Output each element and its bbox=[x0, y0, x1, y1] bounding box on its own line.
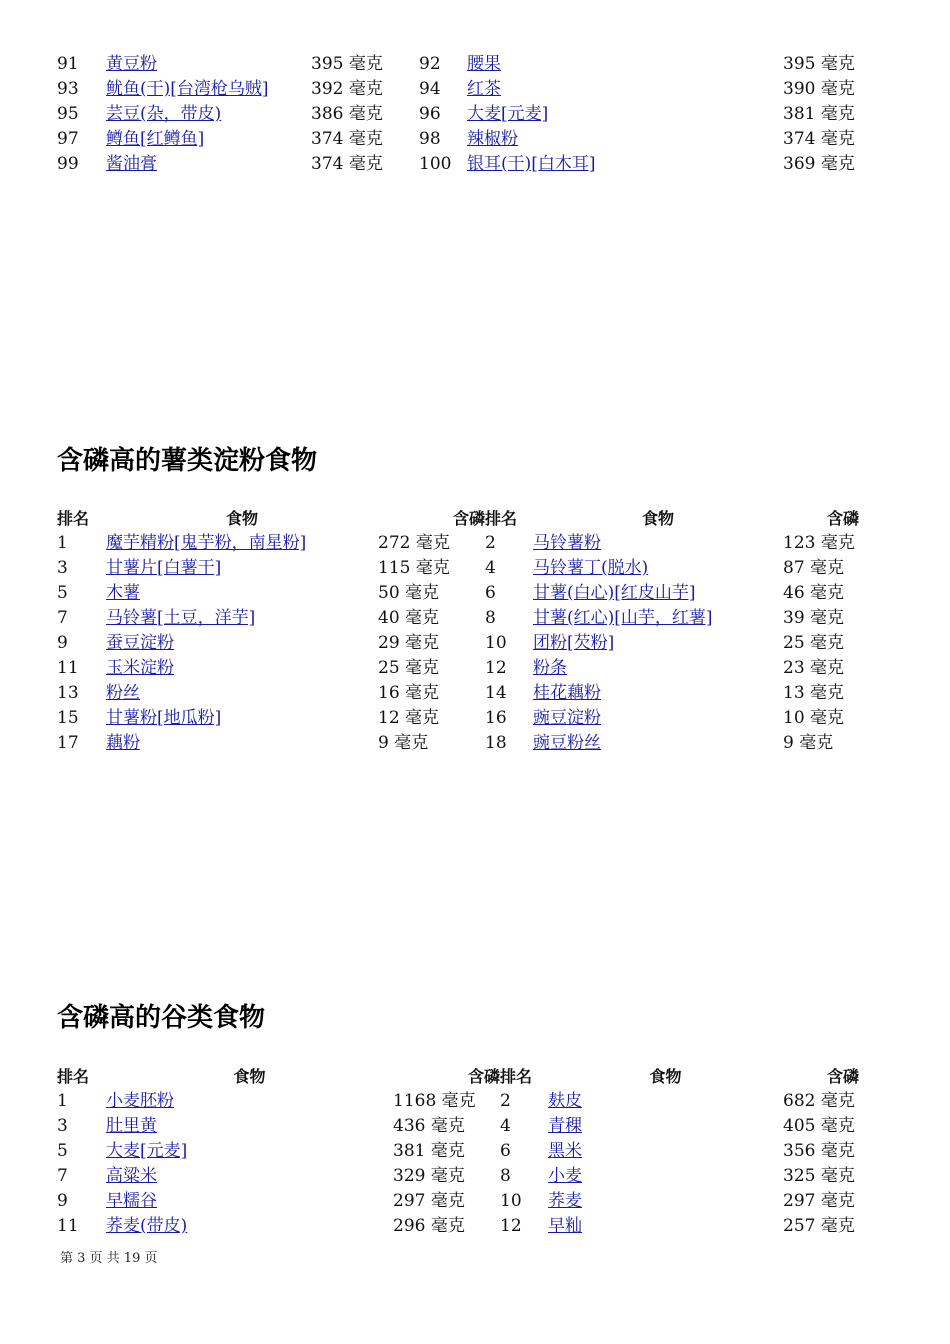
table-row bbox=[57, 152, 859, 177]
phosphorus-value: 374 毫克 bbox=[783, 129, 855, 149]
food-link[interactable]: 玉米淀粉 bbox=[106, 658, 174, 678]
phosphorus-value: 325 毫克 bbox=[783, 1166, 855, 1186]
food-link[interactable]: 小麦 bbox=[548, 1166, 582, 1186]
phosphorus-value: 9 毫克 bbox=[783, 733, 834, 753]
food-cell bbox=[467, 77, 783, 102]
rank-header: 排名 bbox=[485, 509, 518, 528]
rank-cell: 92 bbox=[419, 54, 441, 74]
phosphorus-value: 329 毫克 bbox=[393, 1166, 465, 1186]
rank-cell: 18 bbox=[485, 733, 507, 753]
food-link[interactable]: 小麦胚粉 bbox=[106, 1091, 174, 1111]
food-cell bbox=[106, 1189, 393, 1214]
phosphorus-value: 374 毫克 bbox=[311, 129, 383, 149]
food-cell bbox=[106, 556, 378, 581]
table-row bbox=[57, 52, 859, 77]
phosphorus-value: 10 毫克 bbox=[783, 708, 845, 728]
tubers-food-table bbox=[57, 506, 859, 756]
food-cell bbox=[106, 1139, 393, 1164]
food-link[interactable]: 青稞 bbox=[548, 1116, 582, 1136]
phosphorus-value: 374 毫克 bbox=[311, 154, 383, 174]
phosphorus-value: 297 毫克 bbox=[393, 1191, 465, 1211]
tubers-table-body bbox=[57, 531, 859, 756]
food-cell bbox=[106, 1114, 393, 1139]
table-row bbox=[57, 731, 859, 756]
phosphorus-value: 16 毫克 bbox=[378, 683, 440, 703]
food-link[interactable]: 魔芋精粉[鬼芋粉，南星粉] bbox=[106, 533, 307, 553]
food-cell bbox=[533, 681, 783, 706]
phosphorus-header: 含磷 bbox=[467, 1067, 500, 1086]
food-link[interactable]: 银耳(干)[白木耳] bbox=[467, 154, 596, 174]
food-link[interactable]: 腰果 bbox=[467, 54, 501, 74]
page-footer: 第 3 页 共 19 页 bbox=[60, 1251, 158, 1266]
food-link[interactable]: 马铃薯[土豆，洋芋] bbox=[106, 608, 256, 628]
table-row bbox=[57, 681, 859, 706]
rank-cell: 12 bbox=[485, 658, 507, 678]
rank-cell: 100 bbox=[419, 154, 452, 174]
phosphorus-value: 272 毫克 bbox=[378, 533, 450, 553]
food-link[interactable]: 马铃薯丁(脱水) bbox=[533, 558, 649, 578]
food-cell bbox=[548, 1189, 783, 1214]
phosphorus-value: 46 毫克 bbox=[783, 583, 845, 603]
food-cell bbox=[533, 631, 783, 656]
phosphorus-value: 25 毫克 bbox=[783, 633, 845, 653]
table-row bbox=[57, 606, 859, 631]
food-link[interactable]: 粉丝 bbox=[106, 683, 140, 703]
food-link[interactable]: 肚里黄 bbox=[106, 1116, 157, 1136]
phosphorus-value: 386 毫克 bbox=[311, 104, 383, 124]
table-header-row bbox=[57, 1064, 859, 1089]
phosphorus-value: 682 毫克 bbox=[783, 1091, 855, 1111]
food-cell bbox=[467, 127, 783, 152]
rank-cell: 14 bbox=[485, 683, 507, 703]
food-link[interactable]: 蚕豆淀粉 bbox=[106, 633, 174, 653]
food-cell bbox=[106, 581, 378, 606]
rank-cell: 94 bbox=[419, 79, 441, 99]
food-link[interactable]: 甘薯(红心)[山芋，红薯] bbox=[533, 608, 713, 628]
rank-cell: 10 bbox=[500, 1191, 522, 1211]
food-link[interactable]: 酱油膏 bbox=[106, 154, 157, 174]
phosphorus-value: 115 毫克 bbox=[378, 558, 450, 578]
food-link[interactable]: 豌豆淀粉 bbox=[533, 708, 601, 728]
food-cell bbox=[106, 52, 311, 77]
rank-cell: 5 bbox=[57, 583, 68, 603]
food-link[interactable]: 甘薯片[白薯干] bbox=[106, 558, 222, 578]
food-link[interactable]: 甘薯粉[地瓜粉] bbox=[106, 708, 222, 728]
food-link[interactable]: 辣椒粉 bbox=[467, 129, 518, 149]
phosphorus-value: 296 毫克 bbox=[393, 1216, 465, 1236]
table-row bbox=[57, 1214, 859, 1239]
table-row bbox=[57, 1164, 859, 1189]
food-cell bbox=[548, 1089, 783, 1114]
rank-cell: 98 bbox=[419, 129, 441, 149]
food-link[interactable]: 桂花藕粉 bbox=[533, 683, 601, 703]
food-cell bbox=[467, 152, 783, 177]
phosphorus-value: 297 毫克 bbox=[783, 1191, 855, 1211]
table-row bbox=[57, 581, 859, 606]
phosphorus-value: 392 毫克 bbox=[311, 79, 383, 99]
phosphorus-value: 25 毫克 bbox=[378, 658, 440, 678]
food-link[interactable]: 早籼 bbox=[548, 1216, 582, 1236]
table-row bbox=[57, 556, 859, 581]
food-cell bbox=[106, 631, 378, 656]
rank-cell: 13 bbox=[57, 683, 79, 703]
top-food-table bbox=[57, 52, 859, 177]
table-row bbox=[57, 656, 859, 681]
phosphorus-value: 50 毫克 bbox=[378, 583, 440, 603]
table-row bbox=[57, 127, 859, 152]
food-link[interactable]: 高粱米 bbox=[106, 1166, 157, 1186]
food-link[interactable]: 黑米 bbox=[548, 1141, 582, 1161]
rank-cell: 4 bbox=[485, 558, 496, 578]
food-link[interactable]: 粉条 bbox=[533, 658, 567, 678]
food-cell bbox=[533, 706, 783, 731]
table-header-row bbox=[57, 506, 859, 531]
food-header: 食物 bbox=[233, 1067, 266, 1086]
rank-cell: 1 bbox=[57, 1091, 68, 1111]
table-row bbox=[57, 1089, 859, 1114]
grains-food-table bbox=[57, 1064, 859, 1239]
food-cell bbox=[106, 102, 311, 127]
rank-cell: 7 bbox=[57, 608, 68, 628]
phosphorus-value: 436 毫克 bbox=[393, 1116, 465, 1136]
section-title-tubers: 含磷高的薯类淀粉食物 bbox=[57, 446, 318, 476]
phosphorus-value: 123 毫克 bbox=[783, 533, 855, 553]
food-cell bbox=[533, 606, 783, 631]
food-cell bbox=[106, 127, 311, 152]
phosphorus-value: 369 毫克 bbox=[783, 154, 855, 174]
food-cell bbox=[106, 1214, 393, 1239]
food-link[interactable]: 红茶 bbox=[467, 79, 501, 99]
rank-cell: 97 bbox=[57, 129, 79, 149]
rank-cell: 95 bbox=[57, 104, 79, 124]
rank-cell: 10 bbox=[485, 633, 507, 653]
rank-cell: 11 bbox=[57, 658, 79, 678]
food-link[interactable]: 荞麦 bbox=[548, 1191, 582, 1211]
phosphorus-value: 257 毫克 bbox=[783, 1216, 855, 1236]
food-cell bbox=[548, 1114, 783, 1139]
food-cell bbox=[467, 102, 783, 127]
food-cell bbox=[106, 731, 378, 756]
rank-header: 排名 bbox=[57, 1067, 90, 1086]
food-link[interactable]: 藕粉 bbox=[106, 733, 140, 753]
food-link[interactable]: 芸豆(杂，带皮) bbox=[106, 104, 222, 124]
table-row bbox=[57, 1189, 859, 1214]
food-link[interactable]: 鳟鱼[红鳟鱼] bbox=[106, 129, 205, 149]
food-cell bbox=[106, 1089, 393, 1114]
phosphorus-value: 395 毫克 bbox=[783, 54, 855, 74]
phosphorus-value: 13 毫克 bbox=[783, 683, 845, 703]
table-row bbox=[57, 1139, 859, 1164]
rank-cell: 11 bbox=[57, 1216, 79, 1236]
table-row bbox=[57, 631, 859, 656]
phosphorus-header: 含磷 bbox=[826, 509, 859, 528]
rank-cell: 5 bbox=[57, 1141, 68, 1161]
phosphorus-value: 1168 毫克 bbox=[393, 1091, 476, 1111]
food-cell bbox=[106, 706, 378, 731]
phosphorus-value: 9 毫克 bbox=[378, 733, 429, 753]
food-cell bbox=[106, 681, 378, 706]
food-link[interactable]: 团粉[芡粉] bbox=[533, 633, 615, 653]
food-link[interactable]: 马铃薯粉 bbox=[533, 533, 601, 553]
rank-cell: 8 bbox=[500, 1166, 511, 1186]
food-cell bbox=[467, 52, 783, 77]
rank-cell: 4 bbox=[500, 1116, 511, 1136]
rank-cell: 7 bbox=[57, 1166, 68, 1186]
food-cell bbox=[533, 581, 783, 606]
phosphorus-value: 12 毫克 bbox=[378, 708, 440, 728]
rank-cell: 16 bbox=[485, 708, 507, 728]
rank-cell: 12 bbox=[500, 1216, 522, 1236]
rank-cell: 2 bbox=[485, 533, 496, 553]
table-row bbox=[57, 77, 859, 102]
food-cell bbox=[533, 556, 783, 581]
food-link[interactable]: 大麦[元麦] bbox=[106, 1141, 188, 1161]
food-header: 食物 bbox=[225, 509, 258, 528]
phosphorus-value: 381 毫克 bbox=[393, 1141, 465, 1161]
food-cell bbox=[106, 606, 378, 631]
rank-cell: 15 bbox=[57, 708, 79, 728]
rank-cell: 91 bbox=[57, 54, 79, 74]
phosphorus-header: 含磷 bbox=[452, 509, 485, 528]
rank-cell: 1 bbox=[57, 533, 68, 553]
rank-cell: 17 bbox=[57, 733, 79, 753]
phosphorus-value: 381 毫克 bbox=[783, 104, 855, 124]
food-cell bbox=[548, 1164, 783, 1189]
food-link[interactable]: 木薯 bbox=[106, 583, 140, 603]
food-link[interactable]: 大麦[元麦] bbox=[467, 104, 549, 124]
rank-cell: 96 bbox=[419, 104, 441, 124]
food-link[interactable]: 黄豆粉 bbox=[106, 54, 157, 74]
rank-cell: 99 bbox=[57, 154, 79, 174]
phosphorus-header: 含磷 bbox=[826, 1067, 859, 1086]
table-row bbox=[57, 102, 859, 127]
table-row bbox=[57, 1114, 859, 1139]
phosphorus-value: 395 毫克 bbox=[311, 54, 383, 74]
rank-header: 排名 bbox=[500, 1067, 533, 1086]
phosphorus-value: 40 毫克 bbox=[378, 608, 440, 628]
food-cell bbox=[548, 1214, 783, 1239]
food-cell bbox=[533, 531, 783, 556]
rank-cell: 9 bbox=[57, 633, 68, 653]
table-row bbox=[57, 706, 859, 731]
rank-cell: 9 bbox=[57, 1191, 68, 1211]
food-link[interactable]: 豌豆粉丝 bbox=[533, 733, 601, 753]
food-cell bbox=[533, 656, 783, 681]
top-table-body bbox=[57, 52, 859, 177]
food-header: 食物 bbox=[641, 509, 674, 528]
phosphorus-value: 390 毫克 bbox=[783, 79, 855, 99]
food-cell bbox=[106, 531, 378, 556]
rank-header: 排名 bbox=[57, 509, 90, 528]
grains-table-body bbox=[57, 1089, 859, 1239]
food-cell bbox=[106, 152, 311, 177]
food-link[interactable]: 早糯谷 bbox=[106, 1191, 157, 1211]
rank-cell: 6 bbox=[485, 583, 496, 603]
food-cell bbox=[106, 77, 311, 102]
food-link[interactable]: 麸皮 bbox=[548, 1091, 582, 1111]
phosphorus-value: 87 毫克 bbox=[783, 558, 845, 578]
rank-cell: 8 bbox=[485, 608, 496, 628]
food-link[interactable]: 鱿鱼(干)[台湾枪乌贼] bbox=[106, 79, 269, 99]
rank-cell: 93 bbox=[57, 79, 79, 99]
food-link[interactable]: 甘薯(白心)[红皮山芋] bbox=[533, 583, 696, 603]
phosphorus-value: 356 毫克 bbox=[783, 1141, 855, 1161]
rank-cell: 2 bbox=[500, 1091, 511, 1111]
food-cell bbox=[548, 1139, 783, 1164]
phosphorus-value: 23 毫克 bbox=[783, 658, 845, 678]
food-header: 食物 bbox=[649, 1067, 682, 1086]
food-cell bbox=[106, 656, 378, 681]
food-cell bbox=[533, 731, 783, 756]
food-cell bbox=[106, 1164, 393, 1189]
rank-cell: 3 bbox=[57, 1116, 68, 1136]
rank-cell: 3 bbox=[57, 558, 68, 578]
section-title-grains: 含磷高的谷类食物 bbox=[57, 1003, 266, 1033]
food-link[interactable]: 荞麦(带皮) bbox=[106, 1216, 188, 1236]
rank-cell: 6 bbox=[500, 1141, 511, 1161]
phosphorus-value: 405 毫克 bbox=[783, 1116, 855, 1136]
phosphorus-value: 29 毫克 bbox=[378, 633, 440, 653]
phosphorus-value: 39 毫克 bbox=[783, 608, 845, 628]
table-row bbox=[57, 531, 859, 556]
